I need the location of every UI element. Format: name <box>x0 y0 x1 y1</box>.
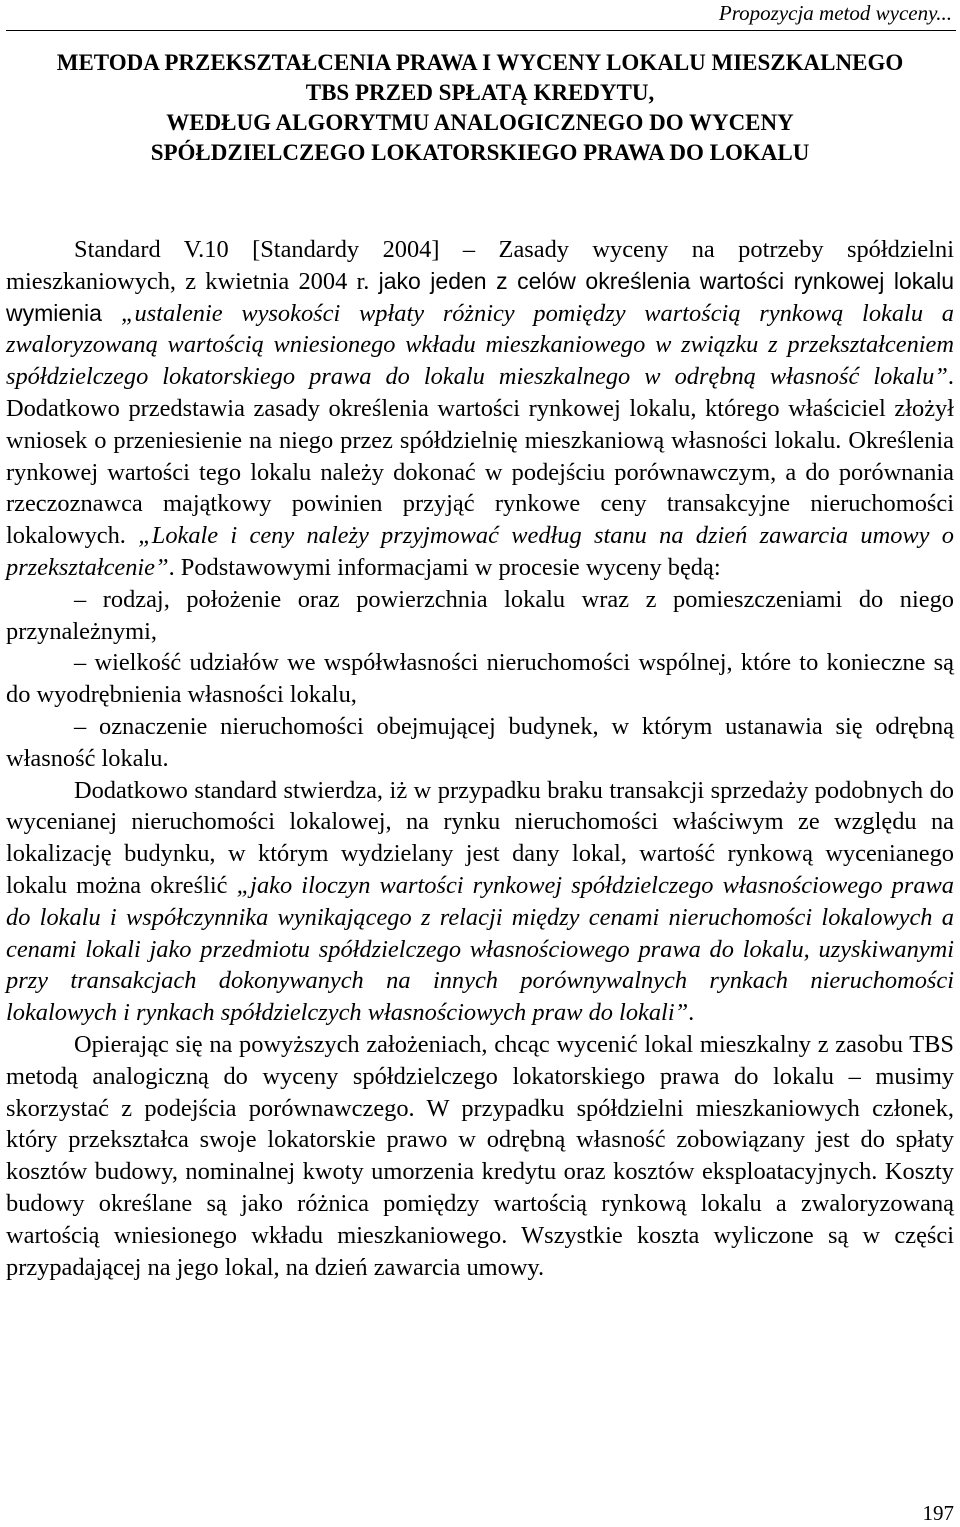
body-text <box>6 234 954 1283</box>
list-item: – rodzaj, położenie oraz powierzchnia lokalu wraz z pomieszczeniami do niego przynależnymi, <box>6 585 954 645</box>
title-line: SPÓŁDZIELCZEGO LOKATORSKIEGO PRAWA DO LOKALU <box>150 140 810 165</box>
paragraph-text: . Dodatkowo przedstawia zasady określenia wartości rynkowej lokalu, którego właściciel złożył wniosek o przeniesienie na niego przez spółdzielnię mieszkaniową własności lokalu. Określenia rynkowej wartości tego lokalu należy dokonać w podejściu porównawczym, a do porównania rzeczoznawca majątkowy powinien przyjąć rynkowe ceny transakcyjne nieruchomości lokalowych. <box>6 363 954 550</box>
list-item: – oznaczenie nieruchomości obejmującej budynek, w którym ustanawia się odrębną własność lokalu. <box>6 712 954 772</box>
paragraph-conclusion: Opierając się na powyższych założeniach, chcąc wycenić lokal mieszkalny z zasobu TBS metodą analogiczną do wyceny spółdzielczego lokatorskiego prawa do lokalu – musimy skorzystać z podejścia porównawczego. W przypadku spółdzielni mieszkaniowych członek, który przekształca swoje lokatorskie prawo w odrębną własność zobowiązany jest do spłaty kosztów budowy, nominalnej kwoty umorzenia kredytu oraz kosztów eksploatacyjnych. Koszty budowy określane są jako różnica pomiędzy wartością rynkową lokalu a zwaloryzowaną wartością wniesionego wkładu mieszkaniowego. Wszystkie koszta wyliczone są w części przypadającej na jego lokal, na dzień zawarcia umowy. <box>6 1030 954 1281</box>
paragraph-text: jako jeden z celów określenia wartości rynkowej lokalu wymienia <box>6 267 954 326</box>
paragraph-additional <box>6 775 954 1029</box>
title-line: METODA PRZEKSZTAŁCENIA PRAWA I WYCENY LOKALU MIESZKALNEGO <box>56 50 904 75</box>
paragraph-text: Standard V.10 [Standardy 2004] – Zasady wyceny na potrzeby spółdzielni mieszkaniowych, z kwietnia 2004 r. <box>6 236 954 295</box>
title-line: TBS PRZED SPŁATĄ KREDYTU, <box>305 80 655 105</box>
quotation: „jako iloczyn wartości rynkowej spółdzielczego własnościowego prawa do lokalu i współczynnika wynikającego z relacji między cenami nieruchomości lokalowych a cenami lokali jako przedmiotu spółdzielczego własnościowego prawa do lokalu, uzyskiwanymi przy transakcjach dokonywanych na innych porównywalnych rynkach nieruchomości lokalowych i rynkach spółdzielczych własnościowych praw do lokali” <box>6 871 954 1027</box>
quotation: „ustalenie wysokości wpłaty różnicy pomiędzy wartością rynkową lokalu a zwaloryzowaną wartością wniesionego wkładu mieszkaniowego w związku z przekształceniem spółdzielczego lokatorskiego prawa do lokalu mieszkalnego w odrębną własność lokalu” <box>6 299 954 391</box>
paragraph-standard <box>6 234 954 584</box>
paragraph-text: . <box>688 999 695 1027</box>
running-head: Propozycja metod wyceny... <box>718 1 952 25</box>
paragraph-text: . Podstawowymi informacjami w procesie wyceny będą: <box>168 553 721 581</box>
paragraph-text: Dodatkowo standard stwierdza, iż w przypadku braku transakcji sprzedaży podobnych do wycenianej nieruchomości lokalowej, na rynku nieruchomości właściwym ze względu na lokalizację budynku, w którym wydzielany jest dany lokal, wartość rynkową wycenianego lokalu można określić <box>6 776 954 899</box>
list-item: – wielkość udziałów we współwłasności nieruchomości wspólnej, które to konieczne są do wyodrębnienia własności lokalu, <box>6 649 954 709</box>
section-title <box>0 48 960 168</box>
page-number: 197 <box>922 1501 954 1525</box>
title-line: WEDŁUG ALGORYTMU ANALOGICZNEGO DO WYCENY <box>166 110 794 135</box>
quotation: „Lokale i ceny należy przyjmować według stanu na dzień zawarcia umowy o przekształcenie” <box>6 522 954 581</box>
